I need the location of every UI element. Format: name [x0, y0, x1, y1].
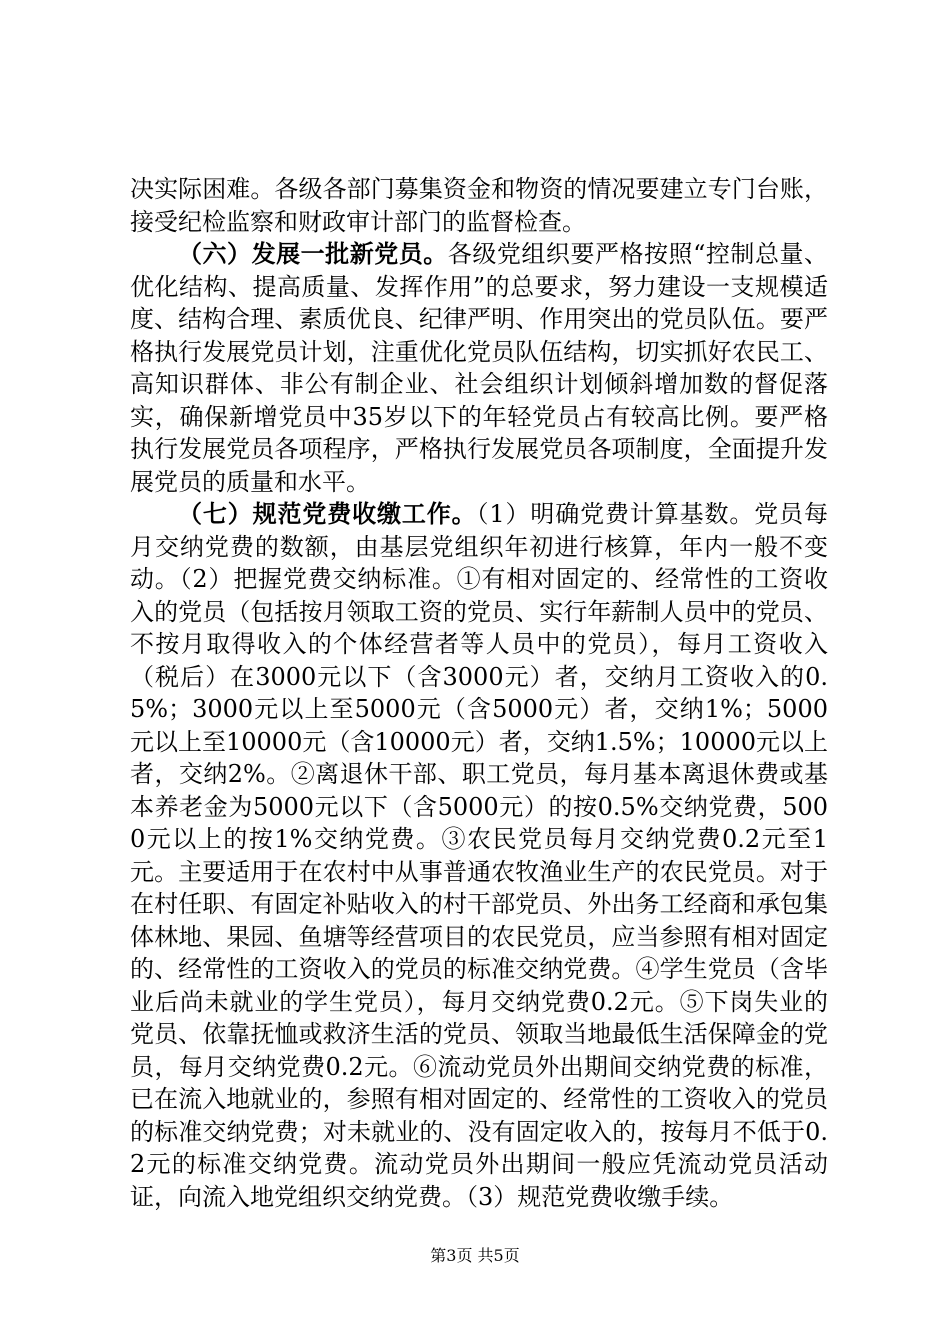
page-number: 第3页 共5页: [430, 1246, 520, 1265]
paragraph-section-seven: [130, 498, 828, 1213]
paragraph-section-six: [130, 238, 828, 498]
section-heading: （七）规范党费收缴工作。: [178, 499, 477, 528]
paragraph-text: 决实际困难。各级各部门募集资金和物资的情况要建立专门台账，接受纪检监察和财政审计部门的监督检查。: [130, 175, 828, 236]
paragraph-text: （1）明确党费计算基数。党员每月交纳党费的数额，由基层党组织年初进行核算，年内一般不变动。（2）把握党费交纳标准。①有相对固定的、经常性的工资收入的党员（包括按月领取工资的党员、实行年薪制人员中的党员、不按月取得收入的个体经营者等人员中的党员），每月工资收入（税后）在3000元以下（含3000元）者，交纳月工资收入的0.5%；3000元以上至5000元（含5000元）者，交纳1%；5000元以上至10000元（含10000元）者，交纳1.5%；10000元以上者，交纳2%。②离退休干部、职工党员，每月基本离退休费或基本养老金为5000元以下（含5000元）的按0.5%交纳党费，5000元以上的按1%交纳党费。③农民党员每月交纳党费0.2元至1元。主要适用于在农村中从事普通农牧渔业生产的农民党员。对于在村任职、有固定补贴收入的村干部党员、外出务工经商和承包集体林地、果园、鱼塘等经营项目的农民党员，应当参照有相对固定的、经常性的工资收入的党员的标准交纳党费。④学生党员（含毕业后尚未就业的学生党员），每月交纳党费0.2元。⑤下岗失业的党员、依靠抚恤或救济生活的党员、领取当地最低生活保障金的党员，每月交纳党费0.2元。⑥流动党员外出期间交纳党费的标准，已在流入地就业的，参照有相对固定的、经常性的工资收入的党员的标准交纳党费；对未就业的、没有固定收入的，按每月不低于0.2元的标准交纳党费。流动党员外出期间一般应凭流动党员活动证，向流入地党组织交纳党费。（3）规范党费收缴手续。: [130, 500, 829, 1211]
document-body: [130, 173, 828, 1213]
paragraph-continuation: [130, 173, 828, 238]
paragraph-text: 各级党组织要严格按照“控制总量、优化结构、提高质量、发挥作用”的总要求，努力建设一支规模适度、结构合理、素质优良、纪律严明、作用突出的党员队伍。要严格执行发展党员计划，注重优化党员队伍结构，切实抓好农民工、高知识群体、非公有制企业、社会组织计划倾斜增加数的督促落实，确保新增党员中35岁以下的年轻党员占有较高比例。要严格执行发展党员各项程序，严格执行发展党员各项制度，全面提升发展党员的质量和水平。: [130, 240, 828, 496]
section-heading: （六）发展一批新党员。: [178, 239, 448, 268]
